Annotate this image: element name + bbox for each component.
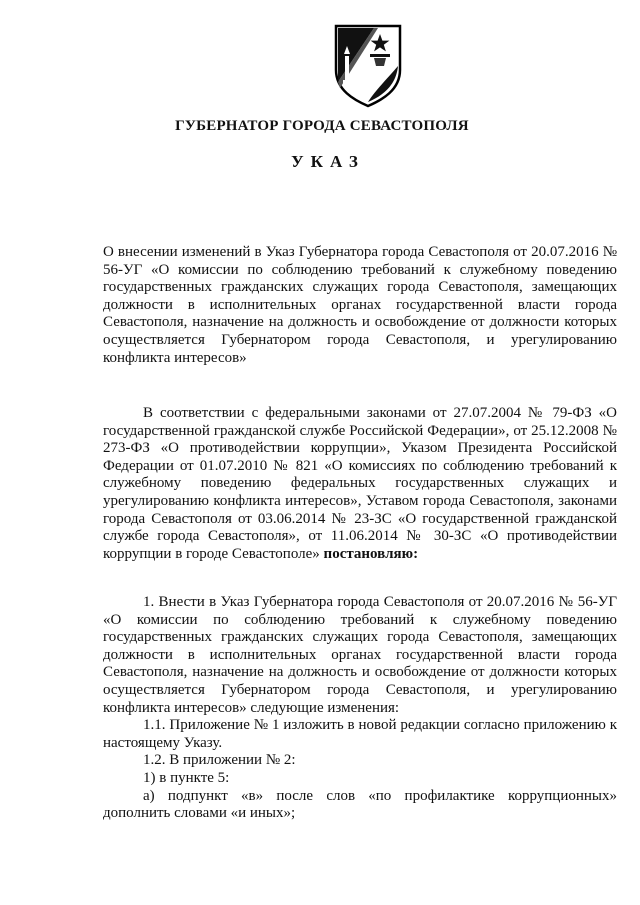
point-1-2-1-a: а) подпункт «в» после слов «по профилактике коррупционных» дополнить словами «и иных»; — [103, 787, 617, 822]
point-1: 1. Внести в Указ Губернатора города Севастополя от 20.07.2016 № 56-УГ «О комиссии по соблюдению требований к служебному поведению государственных гражданских служащих города Севастополя, замещающих должности в исполнительных органах государственной власти города Севастополя, назначение на должность и освобождение от должности которых осуществляется Губернатором города Севастополя, и урегулированию конфликта интересов» следующие изменения: — [103, 594, 617, 716]
decree-subject-text: О внесении изменений в Указ Губернатора города Севастополя от 20.07.2016 № 56-УГ «О комиссии по соблюдению требований к служебному поведению государственных гражданских служащих города Севастополя, замещающих должности в исполнительных органах государственной власти города Севастополя, назначение на должность и освобождение от должности которых осуществляется Губернатором города Севастополя, и урегулированию конфликта интересов» — [103, 244, 617, 366]
point-1-1: 1.1. Приложение № 1 изложить в новой редакции согласно приложению к настоящему Указу. — [103, 717, 617, 751]
sevastopol-coat-of-arms-icon — [330, 22, 406, 108]
decree-points — [103, 594, 617, 823]
point-1-2: 1.2. В приложении № 2: — [143, 752, 296, 769]
document-type-title: УКАЗ — [291, 152, 365, 171]
legal-basis — [103, 405, 617, 563]
point-1-2-1: 1) в пункте 5: — [143, 769, 230, 786]
legal-basis-paragraph — [103, 405, 617, 563]
legal-basis-text: В соответствии с федеральными законами от 27.07.2004 № 79-ФЗ «О государственной гражданской службе Российской Федерации», от 25.12.2008 № 273-ФЗ «О противодействии коррупции», Указом Президента Российской Федерации от 01.07.2010 № 821 «О комиссиях по соблюдению требований к служебному поведению федеральных государственных служащих и урегулированию конфликта интересов», Уставом города Севастополя, законами города Севастополя от 03.06.2014 № 23-ЗС «О государственной гражданской службе города Севастополя», от 11.06.2014 № 30-ЗС «О противодействии коррупции в городе Севастополе» — [103, 405, 617, 562]
decree-subject — [103, 244, 617, 367]
resolve-word: постановляю: — [323, 545, 419, 562]
issuer-title: ГУБЕРНАТОР ГОРОДА СЕВАСТОПОЛЯ — [175, 118, 469, 134]
